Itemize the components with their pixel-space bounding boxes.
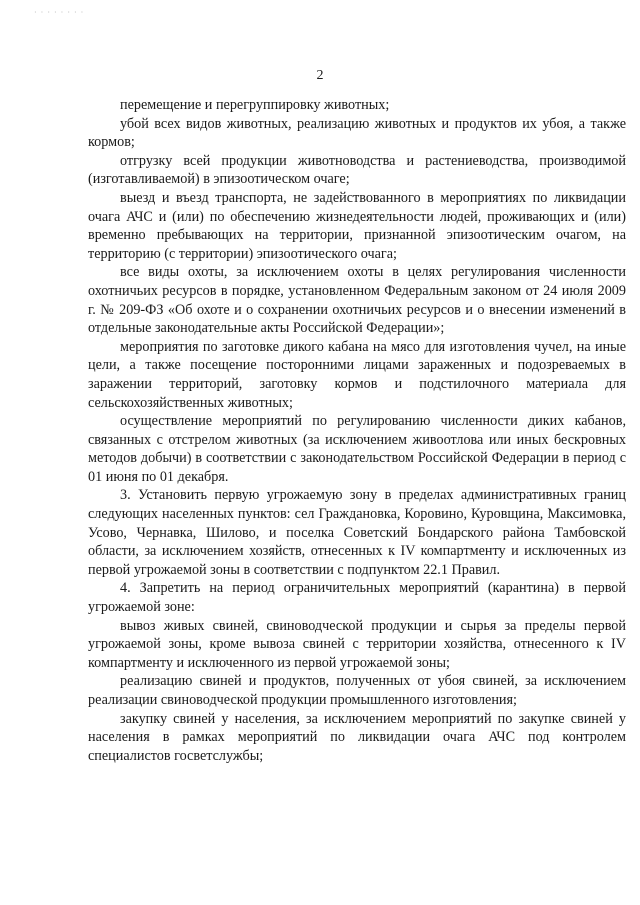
paragraph-2: убой всех видов животных, реализацию животных и продуктов их убоя, а также кормов; bbox=[88, 115, 626, 151]
document-body bbox=[88, 96, 626, 765]
paragraph-11: реализацию свиней и продуктов, полученных от убоя свиней, за исключением реализации свиноводческой продукции промышленного изготовления; bbox=[88, 673, 626, 708]
paragraph-5: все виды охоты, за исключением охоты в целях регулирования численности охотничьих ресурсов в порядке, установленном Федеральным законом от 24 июля 2009 г. № 209-ФЗ «Об охоте и о сохранении охотничьих ресурсов и о внесении изменений в отдельные законодательные акты Российской Федерации»; bbox=[88, 264, 626, 337]
paragraph-4: выезд и въезд транспорта, не задействованного в мероприятиях по ликвидации очага АЧС и (или) по обеспечению жизнедеятельности людей, проживающих и (или) временно пребывающих на территории, признанной эпизоотическим очагом, на территорию (с территории) эпизоотического очага; bbox=[88, 189, 626, 262]
paragraph-8: 3. Установить первую угрожаемую зону в пределах административных границ следующих населенных пунктов: сел Граждановка, Коровино, Куровщина, Максимовка, Усово, Чернавка, Шилово, и поселка Советский Бондарского района Тамбовской области, за исключением хозяйств, отнесенных к IV компартменту и исключенных из первой угрожаемой зоны в соответствии с подпунктом 22.1 Правил. bbox=[88, 487, 626, 578]
corner-mark: · · · · · · · · bbox=[34, 8, 85, 17]
paragraph-9: 4. Запретить на период ограничительных мероприятий (карантина) в первой угрожаемой зоне: bbox=[88, 580, 626, 616]
paragraph-10: вывоз живых свиней, свиноводческой продукции и сырья за пределы первой угрожаемой зоны, кроме вывоза свиней с территории хозяйства, отнесенного к IV компартменту и исключенного из первой угрожаемой зоны; bbox=[88, 617, 626, 671]
paragraph-1: перемещение и перегруппировку животных; bbox=[120, 97, 390, 113]
paragraph-6: мероприятия по заготовке дикого кабана на мясо для изготовления чучел, на иные цели, а также посещение посторонними лицами зараженных и подозреваемых в заражении территорий, заготовку кормов и подстилочного материала для сельскохозяйственных животных; bbox=[88, 338, 626, 411]
page-number: 2 bbox=[316, 68, 324, 83]
paragraph-12: закупку свиней у населения, за исключением мероприятий по закупке свиней у населения в рамках мероприятий по ликвидации очага АЧС под контролем специалистов госветслужбы; bbox=[88, 710, 626, 764]
paragraph-3: отгрузку всей продукции животноводства и растениеводства, производимой (изготавливаемой) в эпизоотическом очаге; bbox=[88, 152, 626, 188]
paragraph-7: осуществление мероприятий по регулированию численности диких кабанов, связанных с отстрелом животных (за исключением живоотлова или иных бескровных методов добычи) в соответствии с законодательством Российской Федерации в период с 01 июня по 01 декабря. bbox=[88, 413, 626, 485]
